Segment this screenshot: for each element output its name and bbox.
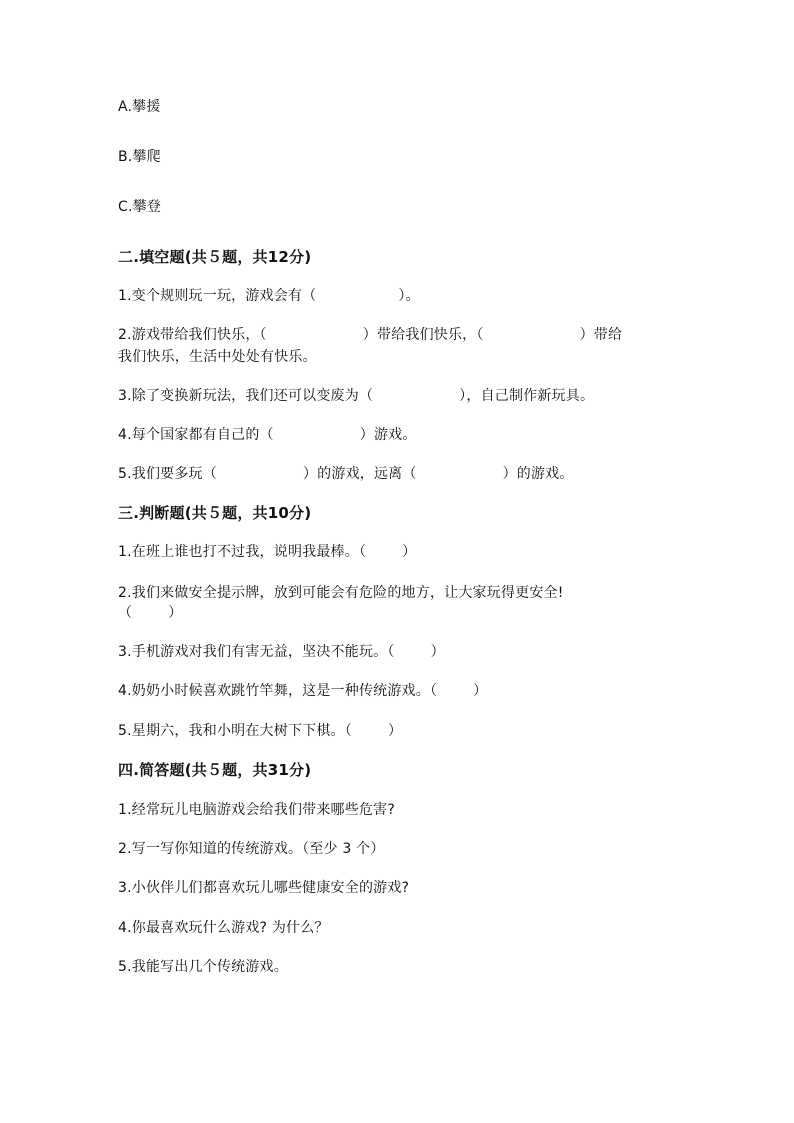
judge-question-4 xyxy=(118,681,487,701)
judge-q1-text-a: 1.在班上谁也打不过我，说明我最棒。（ xyxy=(118,544,367,560)
fill-question-3 xyxy=(118,386,594,406)
short-question-3: 3.小伙伴儿们都喜欢玩儿哪些健康安全的游戏? xyxy=(118,880,410,896)
judge-q1-text-b: ） xyxy=(402,544,417,560)
short-question-2: 2.写一写你知道的传统游戏。（至少 3 个） xyxy=(118,841,385,857)
option-a: A.攀援 xyxy=(118,99,161,115)
fill-question-2-cont: 我们快乐，生活中处处有快乐。 xyxy=(118,349,317,365)
fill-question-5 xyxy=(118,464,574,484)
judge-q3-text-a: 3.手机游戏对我们有害无益，坚决不能玩。（ xyxy=(118,644,395,660)
judge-question-1 xyxy=(118,542,416,562)
fill-q5-text-b: ）的游戏，远离（ xyxy=(302,466,417,482)
fill-q1-text-a: 1.变个规则玩一玩，游戏会有（ xyxy=(118,288,317,304)
judge-question-3 xyxy=(118,642,445,662)
judge-q4-text-a: 4.奶奶小时候喜欢跳竹竿舞，这是一种传统游戏。（ xyxy=(118,683,438,699)
fill-q4-text-b: ）游戏。 xyxy=(359,427,417,443)
fill-question-1 xyxy=(118,286,420,306)
fill-q2-text-a: 2.游戏带给我们快乐，（ xyxy=(118,327,267,343)
judge-q4-text-b: ） xyxy=(473,683,488,699)
short-question-5: 5.我能写出几个传统游戏。 xyxy=(118,959,288,975)
judge-q5-text-b: ） xyxy=(387,723,403,739)
judge-question-5 xyxy=(118,721,402,741)
judge-q5-text-a: 5.星期六，我和小明在大树下下棋。（ xyxy=(118,723,352,739)
fill-q2-text-b: ）带给我们快乐，（ xyxy=(362,327,484,343)
section-heading-judge: 三.判断题(共５题，共10分) xyxy=(118,504,312,522)
judge-q2-text-b: （ xyxy=(118,605,133,621)
judge-question-2-cont xyxy=(118,603,182,623)
fill-q4-text-a: 4.每个国家都有自己的（ xyxy=(118,427,274,443)
short-question-4: 4.你最喜欢玩什么游戏? 为什么？ xyxy=(118,920,329,936)
judge-q3-text-b: ） xyxy=(430,644,445,660)
fill-q3-text-b: ），自己制作新玩具。 xyxy=(459,388,595,404)
fill-q5-text-c: ）的游戏。 xyxy=(502,466,574,482)
judge-question-2: 2.我们来做安全提示牌，放到可能会有危险的地方，让大家玩得更安全! xyxy=(118,585,564,601)
section-heading-short: 四.简答题(共５题，共31分) xyxy=(118,761,312,779)
option-c: C.攀登 xyxy=(118,199,162,215)
option-b: B.攀爬 xyxy=(118,149,161,165)
fill-q5-text-a: 5.我们要多玩（ xyxy=(118,466,217,482)
judge-q2-text-c: ） xyxy=(168,605,183,621)
section-heading-fill: 二.填空题(共５题，共12分) xyxy=(118,248,312,266)
fill-question-4 xyxy=(118,425,417,445)
fill-q2-text-c: ）带给 xyxy=(579,327,623,343)
short-question-1: 1.经常玩儿电脑游戏会给我们带来哪些危害? xyxy=(118,802,395,818)
fill-q3-text-a: 3.除了变换新玩法，我们还可以变废为（ xyxy=(118,388,374,404)
fill-question-2 xyxy=(118,325,622,345)
fill-q1-text-b: ）。 xyxy=(398,288,420,304)
